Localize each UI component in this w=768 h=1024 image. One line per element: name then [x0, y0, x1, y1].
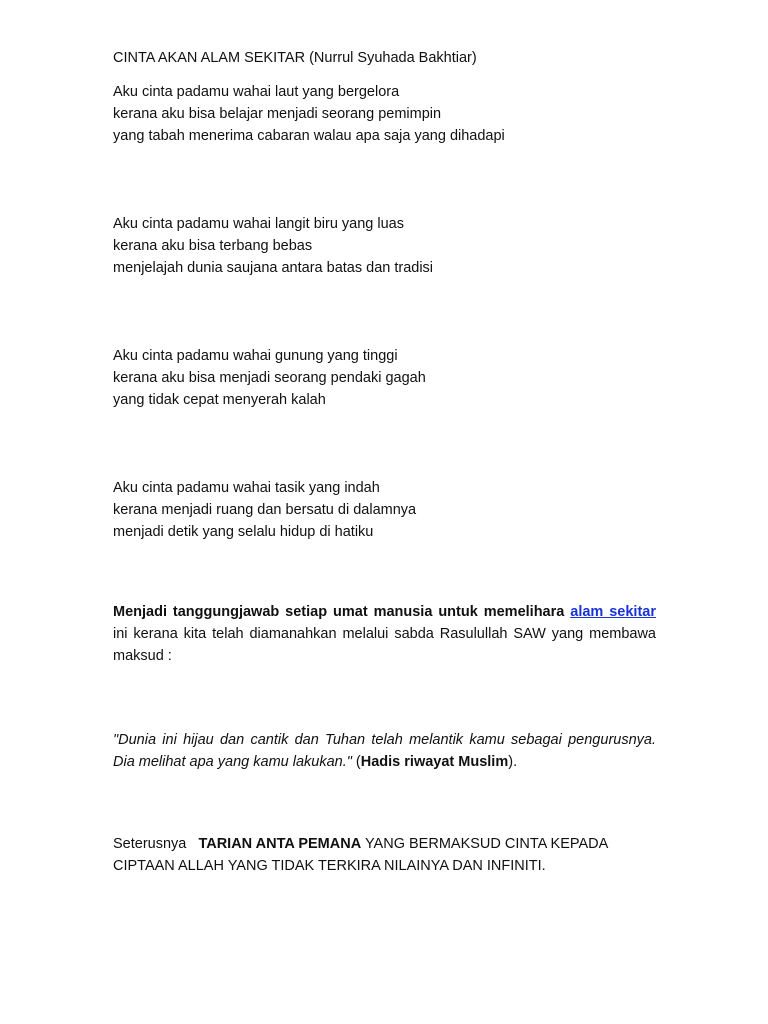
closing-lead-text: Seterusnya: [113, 836, 187, 852]
poem-line: Aku cinta padamu wahai gunung yang tinggi: [113, 348, 398, 364]
poem-stanza-laut: [113, 81, 656, 147]
poem-line: Aku cinta padamu wahai laut yang bergelora: [113, 84, 400, 100]
poem-line: yang tidak cepat menyerah kalah: [113, 392, 326, 408]
poem-stanza-langit: [113, 213, 656, 279]
poem-line: menjelajah dunia saujana antara batas dan tradisi: [113, 260, 434, 276]
document-page: [113, 47, 656, 877]
responsibility-bold-text: Menjadi tanggungjawab setiap umat manusia untuk memelihara: [113, 604, 565, 620]
poem-line: kerana menjadi ruang dan bersatu di dalamnya: [113, 502, 417, 518]
hadith-close-paren: ).: [508, 754, 518, 770]
hadith-open-paren: (: [355, 754, 361, 770]
responsibility-paragraph: [113, 601, 656, 667]
hadith-source: Hadis riwayat Muslim: [360, 754, 509, 770]
closing-bold-text: TARIAN ANTA PEMANA: [198, 836, 362, 852]
document-title: CINTA AKAN ALAM SEKITAR (Nurrul Syuhada Bakhtiar): [113, 50, 477, 66]
poem-line: yang tabah menerima cabaran walau apa saja yang dihadapi: [113, 128, 505, 144]
hadith-quote-text: "Dunia ini hijau dan cantik dan Tuhan telah melantik kamu sebagai pengurusnya. Dia melihat apa yang kamu lakukan.": [113, 732, 656, 770]
poem-line: Aku cinta padamu wahai tasik yang indah: [113, 480, 380, 496]
hadith-quote-paragraph: [113, 729, 656, 773]
poem-line: kerana aku bisa terbang bebas: [113, 238, 313, 254]
closing-rest-text: YANG BERMAKSUD CINTA KEPADA CIPTAAN ALLAH YANG TIDAK TERKIRA NILAINYA DAN INFINITI.: [113, 836, 608, 874]
closing-paragraph: [113, 833, 656, 877]
poem-line: menjadi detik yang selalu hidup di hatiku: [113, 524, 374, 540]
poem-stanza-gunung: [113, 345, 656, 411]
poem-line: kerana aku bisa menjadi seorang pendaki gagah: [113, 370, 426, 386]
poem-line: Aku cinta padamu wahai langit biru yang luas: [113, 216, 404, 232]
poem-stanza-tasik: [113, 477, 656, 543]
alam-sekitar-link[interactable]: alam sekitar: [570, 604, 657, 620]
responsibility-rest-text: ini kerana kita telah diamanahkan melalui sabda Rasulullah SAW yang membawa maksud :: [113, 626, 656, 664]
poem-line: kerana aku bisa belajar menjadi seorang pemimpin: [113, 106, 442, 122]
